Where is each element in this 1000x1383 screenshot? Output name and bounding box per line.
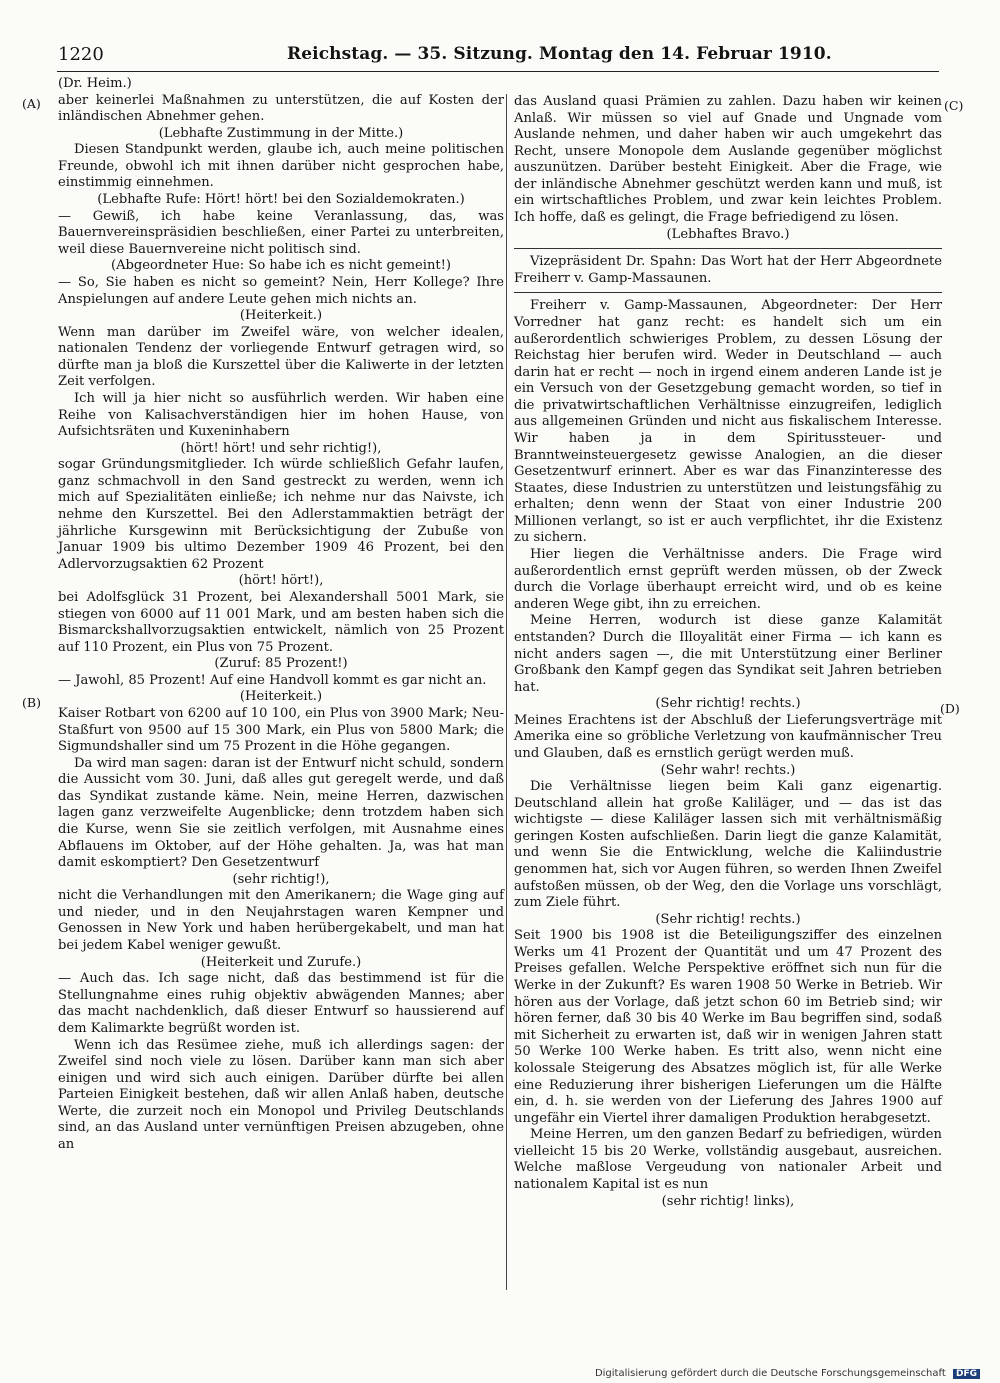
interjection: (hört! hört!),: [238, 573, 324, 589]
paragraph: Die Verhältnisse liegen beim Kali ganz eigenartig. Deutschland allein hat große Kaliläger, und — das ist das wichtigste — diese Kaliläger lassen sich mit verhältnismäßig geringen Kosten aufschließen. Darin liegt die ganze Kalamität, und wenn Sie die Entwicklung, welche die Kaliindustrie genommen hat, sich vor Augen führen, so werden Ihnen Zweifel aufstoßen müssen, ob der Weg, den die Vorlage uns vorschlägt, zum Ziele führt.: [514, 779, 942, 911]
section-separator: [514, 292, 942, 293]
paragraph: Vizepräsident Dr. Spahn: Das Wort hat der Herr Abgeordnete Freiherr v. Gamp-Massaunen.: [514, 254, 942, 286]
interjection: (Zuruf: 85 Prozent!): [214, 656, 348, 672]
footer-text: Digitalisierung gefördert durch die Deutsche Forschungsgemeinschaft: [594, 1368, 946, 1379]
paragraph: — Auch das. Ich sage nicht, daß das bestimmend ist für die Stellungnahme eines ruhig objektiv abwägenden Mannes; aber das macht nachdenklich, daß dieser Entwurf so haussierend auf dem Kalimarkte begrüßt worden ist.: [58, 971, 504, 1036]
paragraph: aber keinerlei Maßnahmen zu unterstützen, die auf Kosten der inländischen Abnehmer gehen.: [58, 92, 504, 125]
paragraph: — So, Sie haben es nicht so gemeint? Nein, Herr Kollege? Ihre Anspielungen auf andere Leute gehen mich nichts an.: [58, 274, 504, 307]
interjection: (Heiterkeit und Zurufe.): [200, 954, 362, 970]
paragraph: Freiherr v. Gamp-Massaunen, Abgeordneter: Der Herr Vorredner hat ganz recht: es handelt sich um ein außerordentlich schwieriges Problem, zu dessen Lösung der Reichstag hier berufen wird. Weder in Deutschland — auch darin hat er recht — noch in irgend einem anderen Lande ist je ein Versuch von der Gesetzgebung gemacht worden, so tief in die privatwirtschaftlichen Verhältnisse einzugreifen, lediglich aus allgemeinen Gründen und nicht aus fiskalischem Interesse. Wir haben ja in dem Spiritussteuer- und Branntweinsteuergesetz gewisse Analogien, an die dieser Gesetzentwurf erinnert. Aber es war das Finanzinteresse des Staates, diese Industrien zu unterstützen und leistungsfähig zu erhalten; denn wenn der Staat von einer Industrie 200 Millionen verlangt, so ist er auch verpflichtet, ihr die Existenz zu sichern.: [514, 298, 942, 546]
dfg-logo: DFG: [953, 1369, 980, 1379]
paragraph: Meine Herren, um den ganzen Bedarf zu befriedigen, würden vielleicht 15 bis 20 Werke, vollständig ausgebaut, ausreichen. Welche maßlose Vergeudung von nationaler Arbeit und nationalem Kapital ist es nun: [514, 1127, 942, 1192]
paragraph: das Ausland quasi Prämien zu zahlen. Dazu haben wir keinen Anlaß. Wir müssen so viel auf Gnade und Ungnade vom Auslande nehmen, und daher haben wir auch umgekehrt das Recht, unsere Monopole dem Auslande gegenüber möglichst auszunützen. Darüber besteht Einigkeit. Aber die Frage, wie der inländische Abnehmer geschützt werden kann und muß, ist ein wirtschaftliches Problem, und zwar kein leichtes Problem. Ich hoffe, daß es gelingt, die Frage befriedigend zu lösen.: [514, 94, 942, 226]
header-rule: [57, 71, 939, 72]
page-number: 1220: [58, 44, 104, 65]
section-separator: [514, 248, 942, 249]
paragraph: Meine Herren, wodurch ist diese ganze Kalamität entstanden? Durch die Illoyalität einer Firma — ich kann es nicht anders sagen —, die mit Unterstützung einer Berliner Großbank den Kampf gegen das Syndikat seit Jahren betrieben hat.: [514, 613, 942, 695]
paragraph: Seit 1900 bis 1908 ist die Beteiligungsziffer des einzelnen Werks um 41 Prozent der Quantität und um 47 Prozent des Preises gefallen. Welche Perspektive eröffnet sich nun für die Werke in der Zukunft? Es waren 1908 50 Werke in Betrieb. Wir hören aus der Vorlage, daß jetzt schon 60 im Betrieb sind; wir hören ferner, daß 30 bis 40 Werke im Bau begriffen sind, sodaß mit Sicherheit zu erwarten ist, daß wir in wenigen Jahren statt 50 Werke 100 Werke haben. Es tritt also, wenn nicht eine kolossale Steigerung des Absatzes möglich ist, für alle Werke eine Reduzierung ihrer bisherigen Lieferungen um die Hälfte ein, d. h. sie werden von der Lieferung des Jahres 1900 auf ungefähr ein Viertel ihrer damaligen Produktion herabgesetzt.: [514, 928, 942, 1126]
margin-letter-b: (B): [22, 695, 41, 710]
interjection: (Sehr wahr! rechts.): [660, 762, 796, 778]
paragraph: Hier liegen die Verhältnisse anders. Die Frage wird außerordentlich ernst geprüft werden müssen, ob der Zweck durch die Vorlage überhaupt erreicht wird, und ob es keine anderen Wege gibt, ihn zu erreichen.: [514, 547, 942, 612]
paragraph: Da wird man sagen: daran ist der Entwurf nicht schuld, sondern die Aussicht vom 30. Juni, daß alles gut geregelt werde, und daß das Syndikat zustande käme. Nein, meine Herren, dazwischen lagen ganz verzweifelte Augenblicke; denn trotzdem haben sich die Kurse, wenn Sie sie zeitlich verfolgen, mit Ausnahme eines Abflauens im Oktober, auf der Höhe gehalten. Ja, was hat man damit eskomptiert? Den Gesetzentwurf: [58, 755, 504, 871]
footer: [595, 1368, 980, 1379]
paragraph: Wenn man darüber im Zweifel wäre, von welcher idealen, nationalen Tendenz der vorliegende Entwurf getragen wird, so dürfte man ja bloß die Kurszettel über die Kaliwerte in der letzten Zeit verfolgen.: [58, 324, 504, 390]
margin-letter-a: (A): [22, 96, 41, 111]
interjection: (Heiterkeit.): [239, 308, 323, 324]
interjection: (Abgeordneter Hue: So habe ich es nicht gemeint!): [110, 258, 452, 274]
interjection: (sehr richtig!),: [232, 871, 330, 887]
right-column: [514, 94, 942, 1210]
paragraph: bei Adolfsglück 31 Prozent, bei Alexandershall 5001 Mark, sie stiegen von 6000 auf 11 001 Mark, und am besten haben sich die Bismarckshallvorzugsaktien entwickelt, nämlich von 25 Prozent auf 110 Prozent, ein Plus von 75 Prozent.: [58, 589, 504, 655]
paragraph: — Jawohl, 85 Prozent! Auf eine Handvoll kommt es gar nicht an.: [58, 672, 487, 688]
left-column: [58, 76, 504, 1154]
paragraph: Ich will ja hier nicht so ausführlich werden. Wir haben eine Reihe von Kalisachverständigen hier im hohen Hause, von Aufsichtsräten und Kuxeninhabern: [58, 390, 504, 440]
column-divider: [506, 94, 507, 1290]
paragraph: Kaiser Rotbart von 6200 auf 10 100, ein Plus von 3900 Mark; Neu-Staßfurt von 9500 auf 15 300 Mark, ein Plus von 5800 Mark; die Sigmundshaller sind um 75 Prozent in die Höhe gegangen.: [58, 705, 504, 755]
interjection: (hört! hört! und sehr richtig!),: [180, 440, 382, 456]
interjection: (Sehr richtig! rechts.): [655, 696, 801, 712]
paragraph: sogar Gründungsmitglieder. Ich würde schließlich Gefahr laufen, ganz schmachvoll in den Sand gestreckt zu werden, wenn ich mich auf Spezialitäten einließe; ich nehme nur das Naivste, ich nehme den Kurszettel. Bei den Adlerstammaktien beträgt der jährliche Kursgewinn mit Berücksichtigung der Zubuße von Januar 1909 bis ultimo Dezember 1909 46 Prozent, bei den Adlervorzugsaktien 62 Prozent: [58, 457, 504, 572]
paragraph: nicht die Verhandlungen mit den Amerikanern; die Wage ging auf und nieder, und in den Neujahrstagen waren Kempner und Genossen in New York und haben herübergekabelt, und man hat bei jedem Kabel weniger gewußt.: [58, 888, 504, 954]
interjection: (Lebhafte Rufe: Hört! hört! bei den Sozialdemokraten.): [97, 192, 465, 208]
paragraph: — Gewiß, ich habe keine Veranlassung, das, was Bauernvereinspräsidien beschließen, einer Partei zu unterbreiten, weil diese Bauernvereine nicht politisch sind.: [58, 208, 504, 257]
paragraph: Meines Erachtens ist der Abschluß der Lieferungsverträge mit Amerika eine so gröbliche Verletzung von kaufmännischer Treu und Glauben, daß es ernstlich gerügt werden muß.: [514, 712, 942, 761]
interjection: (Lebhafte Zustimmung in der Mitte.): [158, 125, 404, 141]
margin-letter-d: (D): [940, 701, 960, 716]
paragraph: Wenn ich das Resümee ziehe, muß ich allerdings sagen: der Zweifel sind noch viele zu lösen. Darüber kann man sich aber einigen und wird sich auch einigen. Darüber dürfte bei allen Parteien Einigkeit bestehen, daß wir allen Anlaß haben, deutsche Werte, die zurzeit noch ein Monopol und Privileg Deutschlands sind, an das Ausland unter vernünftigen Preisen abzugeben, ohne an: [58, 1037, 504, 1152]
interjection: (Lebhaftes Bravo.): [666, 226, 790, 242]
interjection: (Sehr richtig! rechts.): [655, 911, 801, 927]
paragraph: Diesen Standpunkt werden, glaube ich, auch meine politischen Freunde, obwohl ich mit ihnen darüber nicht gesprochen habe, einstimmig einnehmen.: [58, 142, 504, 191]
interjection: (Heiterkeit.): [239, 689, 323, 705]
running-title: Reichstag. — 35. Sitzung. Montag den 14. Februar 1910.: [287, 44, 832, 64]
margin-letter-c: (C): [944, 98, 964, 113]
page-header: [55, 44, 945, 68]
interjection: (sehr richtig! links),: [661, 1193, 795, 1209]
paragraph: (Dr. Heim.): [58, 76, 132, 91]
